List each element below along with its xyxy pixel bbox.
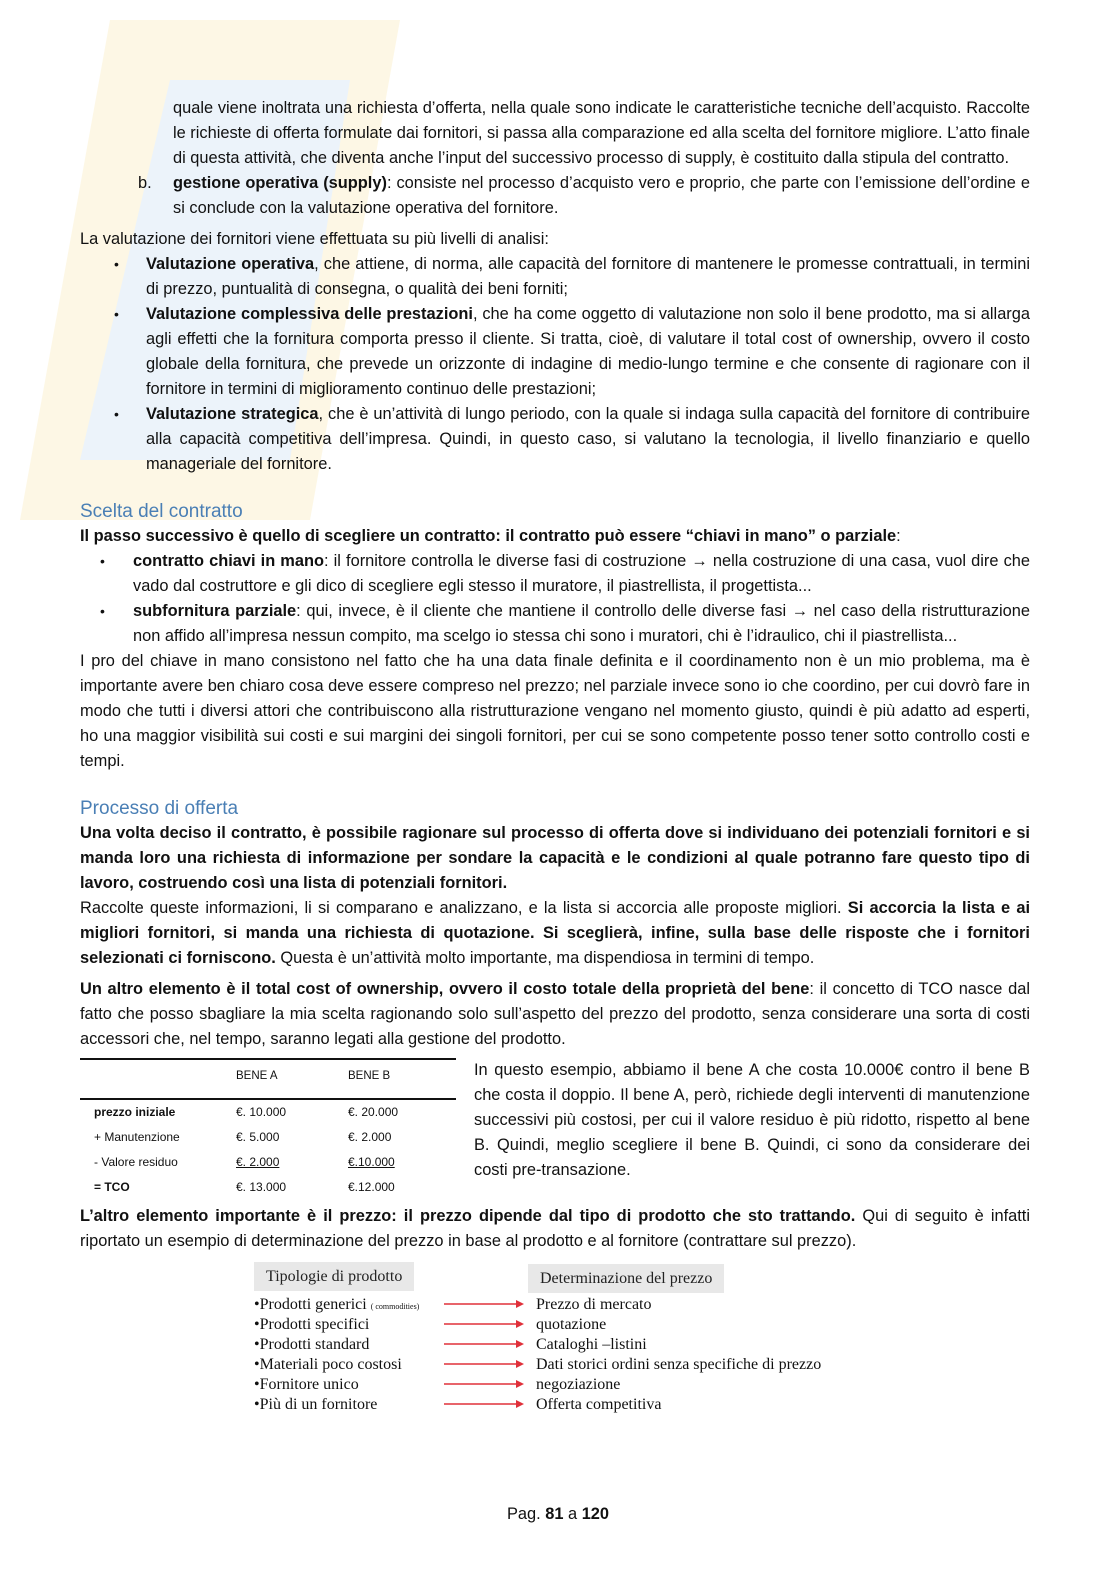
table-header-row <box>80 1059 456 1099</box>
tco-table <box>80 1058 456 1200</box>
product-type: •Materiali poco costosi <box>254 1356 402 1373</box>
pricing-row <box>254 1332 874 1352</box>
arrow-right-icon <box>444 1400 524 1408</box>
pricing-right-header: Determinazione del prezzo <box>528 1264 724 1293</box>
list-item-b-title: gestione operativa (supply) <box>173 174 387 192</box>
table-cell: €. 13.000 <box>236 1180 287 1194</box>
offerta-paragraph-1: Una volta deciso il contratto, è possibile ragionare sul processo di offerta dove si individuano dei potenziali fornitori e si manda loro una richiesta di informazione per sondare la capacità e le condizioni al quale potranno fare questo tipo di lavoro, costruendo così una lista di potenziali fornitori. <box>80 824 1030 892</box>
section-heading-contratto: Scelta del contratto <box>80 501 243 522</box>
price-method: Prezzo di mercato <box>536 1296 652 1313</box>
list-item-b-text: : consiste nel processo d’acquisto vero e proprio, che parte con l’emissione dell’ordine e si conclude con la valutazione operativa del fornitore. <box>173 174 1030 217</box>
table-cell: €. 5.000 <box>236 1130 280 1144</box>
arrow-right-icon <box>444 1320 524 1328</box>
pricing-figure <box>254 1262 874 1412</box>
bullet-icon: • <box>114 306 119 322</box>
product-type: •Prodotti specifici <box>254 1316 370 1333</box>
valutazione-lead: La valutazione dei fornitori viene effettuata su più livelli di analisi: <box>80 230 549 248</box>
tco-section <box>80 1058 1030 1200</box>
list-item: • contratto chiavi in mano: il fornitore controlla le diverse fasi di costruzione → nella costruzione di una casa, vuol dire che vado dal costruttore e gli dico di scegliere egli stesso il muratore, il piastrellista, il progettista... <box>80 549 1030 599</box>
list-item: • subfornitura parziale: qui, invece, è il cliente che mantiene il controllo delle diverse fasi → nel caso della ristrutturazione non affido all’impresa nessun compito, ma scelgo io stessa chi sono i muratori, chi è l’idraulico, chi il piastrellista... <box>80 599 1030 649</box>
table-header: BENE A <box>232 1059 344 1099</box>
table-header: BENE B <box>344 1059 456 1099</box>
page-total: 120 <box>581 1505 610 1523</box>
pricing-row <box>254 1352 874 1372</box>
table-cell: €.12.000 <box>348 1180 395 1194</box>
product-type: •Fornitore unico <box>254 1376 359 1393</box>
bullet-icon: • <box>100 603 105 619</box>
pricing-row <box>254 1372 874 1392</box>
product-type: •Prodotti standard <box>254 1336 370 1353</box>
list-item: • Valutazione strategica, che è un’attività di lungo periodo, con la quale si indaga sulla capacità del fornitore di contribuire alla capacità competitiva dell’impresa. Quindi, in questo caso, si valutano la tecnologia, il livello finanziario e quello manageriale del fornitore. <box>80 402 1030 477</box>
contratto-list <box>80 549 1030 649</box>
list-item-b <box>80 171 1030 221</box>
arrow-right-icon <box>444 1300 524 1308</box>
main-content <box>80 96 1030 1412</box>
page-footer: Pag. 81 a 120 <box>506 1505 610 1523</box>
product-type: •Più di un fornitore <box>254 1396 378 1413</box>
table-cell: €. 2.000 <box>348 1130 392 1144</box>
pricing-left-header: Tipologie di prodotto <box>254 1262 414 1291</box>
table-row <box>80 1175 456 1200</box>
product-type: •Prodotti generici <box>254 1296 367 1313</box>
price-method: quotazione <box>536 1316 607 1333</box>
commodities-note: ( commodities) <box>370 1302 420 1311</box>
price-method: Cataloghi –listini <box>536 1336 647 1353</box>
prezzo-paragraph: L’altro elemento importante è il prezzo: il prezzo dipende dal tipo di prodotto che sto trattando. Qui di seguito è infatti riportato un esempio di determinazione del prezzo in base al prodotto e al fornitore (contrattare sul prezzo). <box>80 1207 1030 1250</box>
table-row <box>80 1150 456 1175</box>
table-cell: - Valore residuo <box>94 1155 178 1169</box>
table-cell: €.10.000 <box>348 1155 395 1169</box>
price-method: Dati storici ordini senza specifiche di prezzo <box>536 1356 822 1373</box>
table-row <box>80 1099 456 1125</box>
valutazione-list <box>80 252 1030 477</box>
contratto-paragraph: I pro del chiave in mano consistono nel fatto che ha una data finale definita e il coordinamento non è un mio problema, ma è importante avere ben chiaro cosa deve essere compreso nel prezzo; nel parziale invece sono io che coordino, per cui dovrò fare in modo che tutti i diversi attori che contribuiscono alla ristrutturazione vengano nel momento giusto, quindi è più adatto ad esperti, ho una maggior visibilità sui costi e sui margini dei singoli fornitori, per cui se sono competente posso tener sotto controllo costi e tempi. <box>80 652 1030 770</box>
bullet-icon: • <box>100 553 105 569</box>
arrow-right-icon <box>444 1360 524 1368</box>
price-method: Offerta competitiva <box>536 1396 662 1413</box>
contratto-lead: Il passo successivo è quello di scegliere un contratto: il contratto può essere “chiavi in mano” o parziale: <box>80 527 901 545</box>
price-method: negoziazione <box>536 1376 621 1393</box>
table-cell: €. 10.000 <box>236 1105 287 1119</box>
table-row <box>80 1125 456 1150</box>
list-item: • Valutazione operativa, che attiene, di norma, alle capacità del fornitore di mantenere le promesse contrattuali, in termini di prezzo, puntualità di consegna, o qualità dei beni forniti; <box>80 252 1030 302</box>
arrow-right-icon <box>444 1340 524 1348</box>
intro-paragraph: quale viene inoltrata una richiesta d’offerta, nella quale sono indicate le caratteristiche tecniche dell’acquisto. Raccolte le richieste di offerta formulate dai fornitori, si passa alla comparazione ed alla scelta del fornitore migliore. L’atto finale di questa attività, che diventa anche l’input del successivo processo di supply, è costituito dalla stipula del contratto. <box>173 99 1031 167</box>
list-marker: b. <box>138 174 152 192</box>
offerta-paragraph-tco: Un altro elemento è il total cost of ownership, ovvero il costo totale della proprietà del bene: il concetto di TCO nasce dal fatto che posso sbagliare la mia scelta ragionando solo sull’aspetto del prezzo del prodotto, senza considerare una sorta di costi accessori che, nel tempo, saranno legati alla gestione del prodotto. <box>80 980 1030 1048</box>
arrow-right-icon <box>444 1380 524 1388</box>
pricing-row <box>254 1292 874 1312</box>
tco-explanation: In questo esempio, abbiamo il bene A che costa 10.000€ contro il bene B che costa il doppio. Il bene A, però, richiede degli interventi di manutenzione successivi più costosi, per cui il valore residuo è più ridotto, rispetto al bene B. Quindi, meglio scegliere il bene B. Quindi, ci sono da considerare dei costi pre-transazione. <box>474 1061 1030 1179</box>
bullet-icon: • <box>114 256 119 272</box>
pricing-row <box>254 1312 874 1332</box>
table-header <box>80 1059 232 1099</box>
table-cell: €. 20.000 <box>348 1105 399 1119</box>
pricing-row <box>254 1392 874 1412</box>
section-heading-offerta: Processo di offerta <box>80 798 239 819</box>
offerta-paragraph-2: Raccolte queste informazioni, li si comparano e analizzano, e la lista si accorcia alle proposte migliori. Si accorcia la lista e ai migliori fornitori, si manda una richiesta di quotazione. Si sceglierà, infine, sulla base delle risposte che i fornitori selezionati ci forniscono. Questa è un’attività molto importante, ma dispendiosa in termini di tempo. <box>80 899 1031 967</box>
table-cell: prezzo iniziale <box>94 1105 176 1119</box>
bullet-icon: • <box>114 406 119 422</box>
table-cell: €. 2.000 <box>236 1155 280 1169</box>
table-cell: + Manutenzione <box>94 1130 180 1144</box>
page-number: 81 <box>545 1505 564 1523</box>
table-cell: = TCO <box>94 1180 130 1194</box>
list-item: • Valutazione complessiva delle prestazioni, che ha come oggetto di valutazione non solo il bene prodotto, ma si allarga agli effetti che la fornitura comporta presso il cliente. Si tratta, cioè, di valutare il total cost of ownership, ovvero il costo globale della fornitura, che prevede un orizzonte di indagine di medio-lungo termine e che consente di ragionare con il fornitore in termini di miglioramento continuo delle prestazioni; <box>80 302 1030 402</box>
